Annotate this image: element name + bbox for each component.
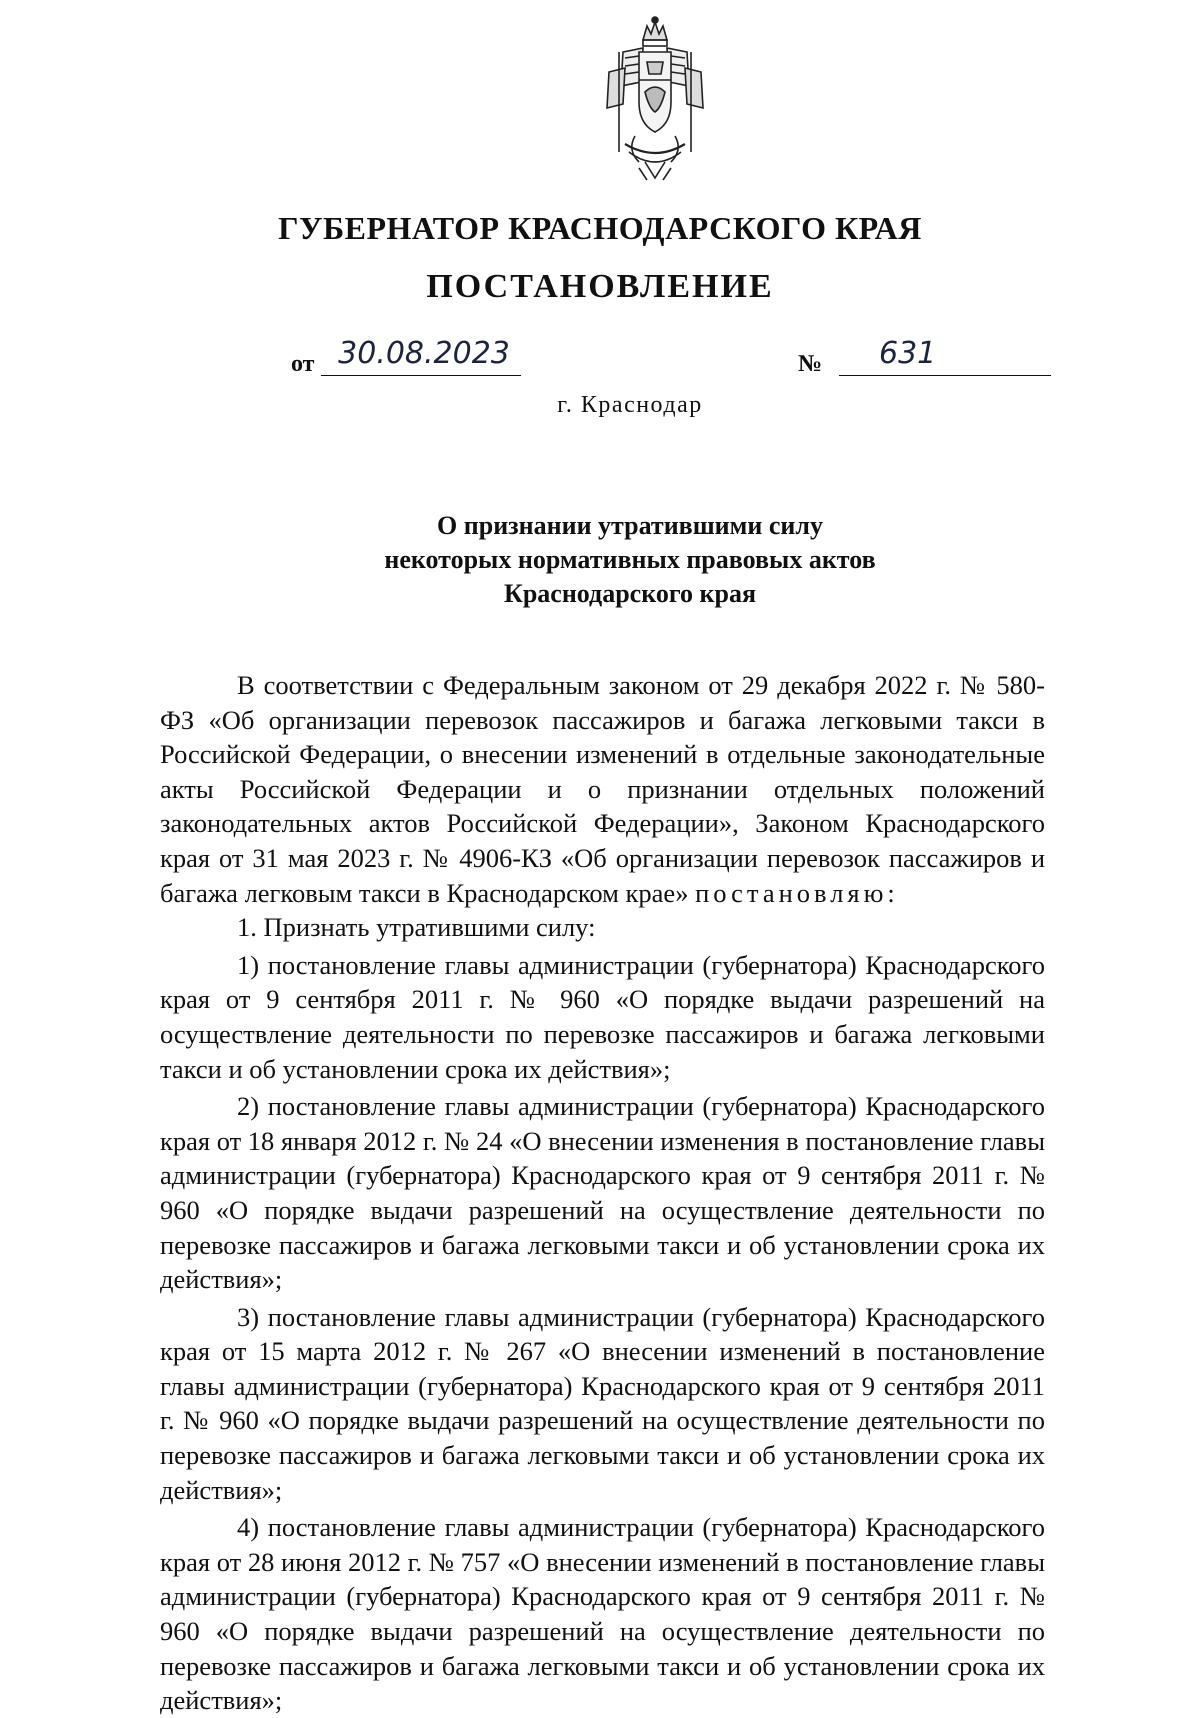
list-item: 3) постановление главы администрации (губернатора) Краснодарского края от 15 марта 2012 г. № 267 «О внесении изменений в постановление главы администрации (губернатора) Краснодарского края от 9 сентября 2011 г. № 960 «О порядке выдачи разрешений на осуществление деятельности по перевозке пассажиров и багажа легковыми такси и об установлении срока их действия»; xyxy=(160,1301,1045,1505)
document-type: ПОСТАНОВЛЕНИЕ xyxy=(426,268,774,305)
document-subject xyxy=(0,509,1200,611)
list-item: 4) постановление главы администрации (губернатора) Краснодарского края от 28 июня 2012 г. № 757 «О внесении изменений в постановление главы администрации (губернатора) Краснодарского края от 9 сентября 2011 г. № 960 «О порядке выдачи разрешений на осуществление деятельности по перевозке пассажиров и багажа легковыми такси и об установлении срока их действия»; xyxy=(160,1512,1045,1716)
date-label: от xyxy=(291,351,315,377)
city-line: г. Краснодар xyxy=(557,392,703,418)
subject-line: некоторых нормативных правовых актов xyxy=(384,545,876,574)
document-body xyxy=(160,668,1045,1718)
decree-word: постановляю: xyxy=(695,877,899,908)
preamble-text: В соответствии с Федеральным законом от 29 декабря 2022 г. № 580-ФЗ «Об организации перевозок пассажиров и багажа легковыми такси в Российской Федерации, о внесении изменений в отдельные законодательные акты Российской Федерации и о признании отдельных положений законодательных актов Российской Федерации», Законом Краснодарского края от 31 мая 2023 г. № 4906-КЗ «Об организации перевозок пассажиров и багажа легковым такси в Краснодарском крае» xyxy=(160,670,1045,908)
handwritten-number: 631 xyxy=(879,336,937,371)
number-field xyxy=(839,335,1051,376)
list-item: 1) постановление главы администрации (губернатора) Краснодарского края от 9 сентября 2011 г. № 960 «О порядке выдачи разрешений на осуществление деятельности по перевозке пассажиров и багажа легковыми такси и об установлении срока их действия»; xyxy=(160,949,1045,1084)
clause-1: 1. Признать утратившими силу: xyxy=(237,912,596,943)
issuing-authority: ГУБЕРНАТОР КРАСНОДАРСКОГО КРАЯ xyxy=(278,210,922,246)
subject-line: О признании утратившими силу xyxy=(437,511,823,540)
date-field xyxy=(321,335,521,376)
preamble-paragraph xyxy=(160,668,1045,910)
number-label: № xyxy=(798,351,823,377)
handwritten-date: 30.08.2023 xyxy=(338,336,510,371)
list-item: 2) постановление главы администрации (губернатора) Краснодарского края от 18 января 2012 г. № 24 «О внесении изменения в постановление главы администрации (губернатора) Краснодарского края от 9 сентября 2011 г. № 960 «О порядке выдачи разрешений на осуществление деятельности по перевозке пассажиров и багажа легковыми такси и об установлении срока их действия»; xyxy=(160,1091,1045,1295)
subject-line: Краснодарского края xyxy=(503,579,757,608)
date-number-row xyxy=(291,336,1051,386)
coat-of-arms-icon xyxy=(595,12,715,187)
